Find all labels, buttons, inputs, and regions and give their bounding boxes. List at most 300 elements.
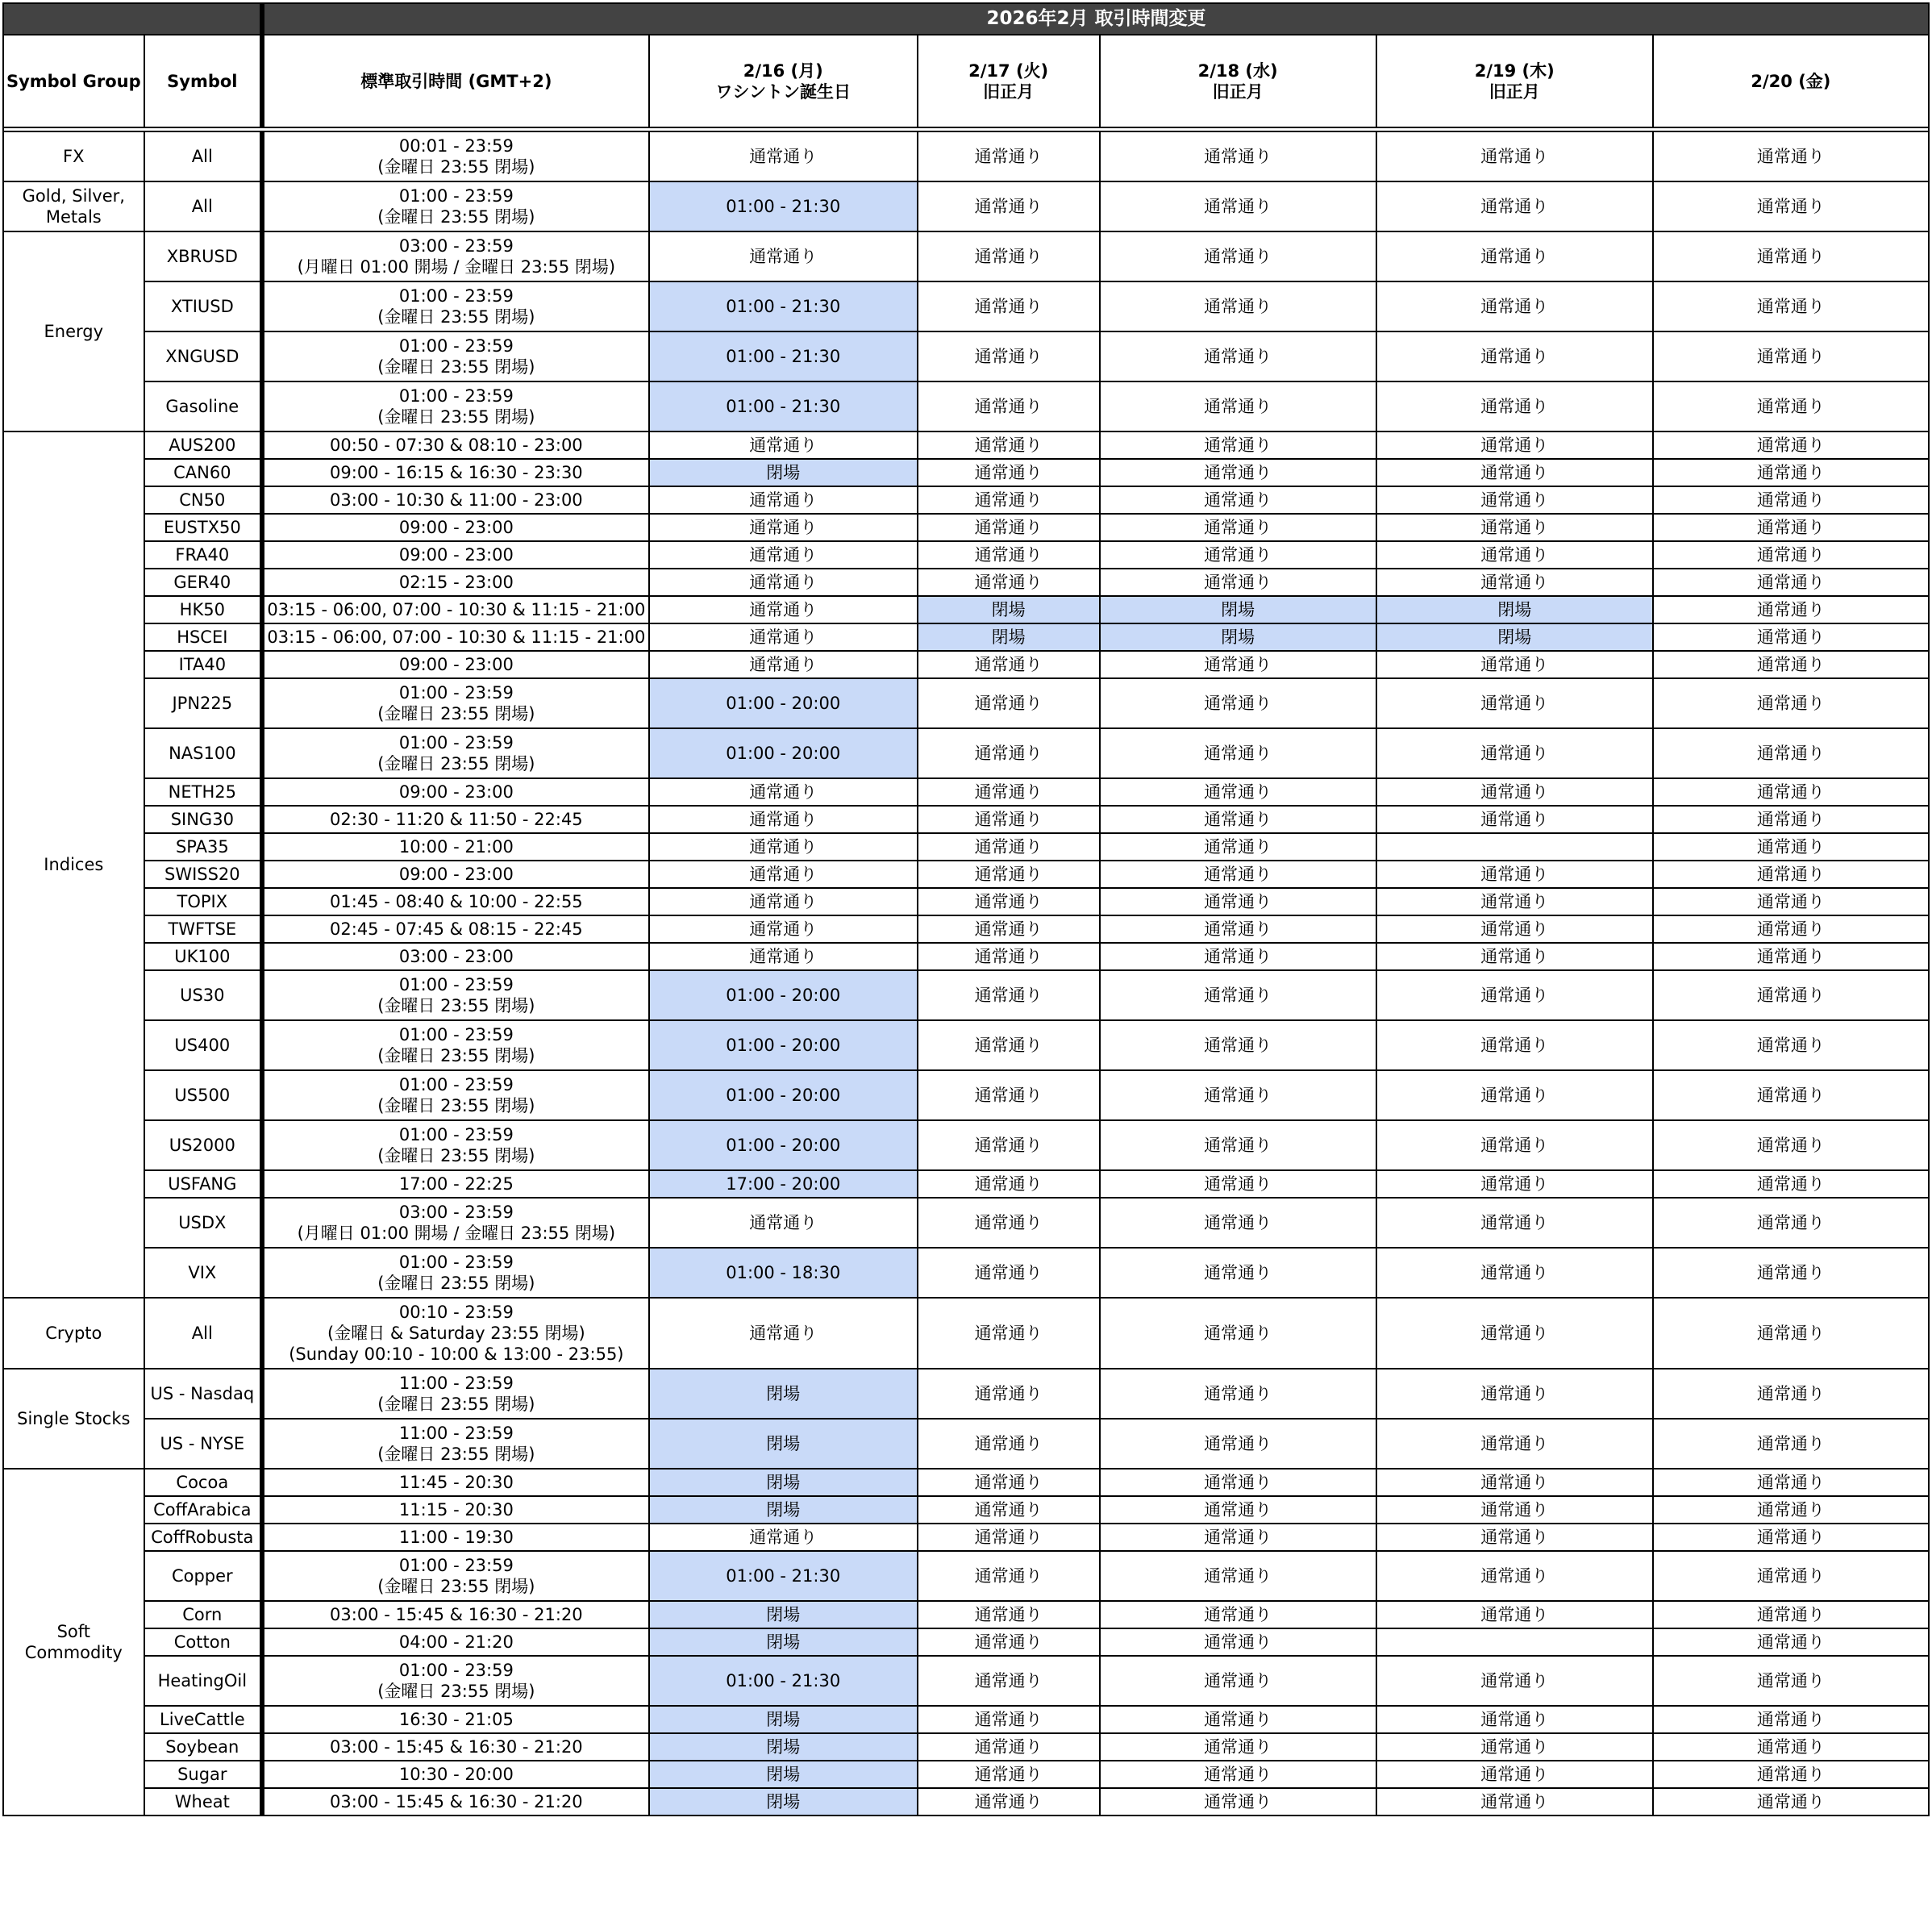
day-status-cell: 通常通り (649, 623, 918, 651)
day-status-cell: 通常通り (1376, 331, 1653, 381)
standard-hours-line: (金曜日 23:55 閉場) (377, 207, 535, 227)
day-status-cell: 通常通り (1100, 1524, 1376, 1551)
day-status-cell: 通常通り (649, 131, 918, 181)
table-row (3, 331, 1929, 381)
standard-hours-line: 17:00 - 22:25 (398, 1174, 514, 1194)
standard-hours-line: 01:00 - 23:59 (398, 683, 514, 702)
day-status-cell: 通常通り (1100, 1070, 1376, 1120)
day-status-cell: 通常通り (1653, 1170, 1929, 1198)
day-status-cell: 通常通り (1653, 1369, 1929, 1419)
day-status-cell: 通常通り (1376, 1469, 1653, 1496)
standard-hours-line: 01:00 - 23:59 (398, 186, 514, 206)
table-row (3, 431, 1929, 459)
day-status-cell: 通常通り (1376, 1170, 1653, 1198)
symbol-cell: UK100 (144, 943, 262, 970)
header-symbol: Symbol (144, 35, 262, 127)
header-day (649, 35, 918, 127)
standard-hours-cell (262, 569, 649, 596)
day-status-cell: 通常通り (918, 651, 1100, 678)
day-status-cell: 閉場 (649, 1419, 918, 1469)
standard-hours-cell (262, 1706, 649, 1733)
standard-hours-line: 01:00 - 23:59 (398, 1025, 514, 1044)
standard-hours-cell (262, 1248, 649, 1298)
standard-hours-line: 11:00 - 23:59 (398, 1424, 514, 1443)
day-status-cell: 通常通り (1653, 1070, 1929, 1120)
day-status-cell: 通常通り (1100, 1369, 1376, 1419)
day-status-cell: 通常通り (1376, 131, 1653, 181)
symbol-cell: TWFTSE (144, 915, 262, 943)
day-status-cell: 通常通り (1376, 1298, 1653, 1369)
table-row (3, 541, 1929, 569)
standard-hours-cell (262, 623, 649, 651)
standard-hours-line: 03:00 - 23:59 (398, 1203, 514, 1222)
header-day (1653, 35, 1929, 127)
table-row (3, 1170, 1929, 1198)
standard-hours-cell (262, 1601, 649, 1628)
standard-hours-line: (金曜日 23:55 閉場) (377, 1274, 535, 1293)
day-status-cell: 通常通り (918, 231, 1100, 281)
standard-hours-line: (金曜日 & Saturday 23:55 閉場) (327, 1324, 585, 1343)
day-status-cell: 通常通り (649, 915, 918, 943)
day-status-cell: 通常通り (1376, 888, 1653, 915)
symbol-cell: Corn (144, 1601, 262, 1628)
day-status-cell (1376, 1628, 1653, 1656)
standard-hours-line: 03:00 - 23:00 (398, 947, 514, 966)
day-status-cell: 閉場 (649, 1469, 918, 1496)
day-status-cell: 通常通り (1653, 1496, 1929, 1524)
standard-hours-line: 03:00 - 15:45 & 16:30 - 21:20 (330, 1605, 583, 1624)
day-status-cell: 通常通り (1100, 569, 1376, 596)
day-status-cell: 閉場 (918, 596, 1100, 623)
symbol-cell: HSCEI (144, 623, 262, 651)
day-status-cell: 通常通り (1653, 943, 1929, 970)
day-status-cell: 通常通り (918, 1551, 1100, 1601)
table-row (3, 231, 1929, 281)
standard-hours-line: (金曜日 23:55 閉場) (377, 1046, 535, 1065)
header-day-date: 2/17 (火) (968, 60, 1049, 81)
table-row (3, 381, 1929, 431)
symbol-cell: SING30 (144, 806, 262, 833)
standard-hours-cell (262, 1070, 649, 1120)
day-status-cell: 通常通り (1653, 970, 1929, 1020)
standard-hours-line: (金曜日 23:55 閉場) (377, 1394, 535, 1414)
day-status-cell: 通常通り (1653, 381, 1929, 431)
day-status-cell: 通常通り (1653, 1788, 1929, 1816)
day-status-cell: 通常通り (1653, 806, 1929, 833)
standard-hours-cell (262, 1788, 649, 1816)
day-status-cell: 通常通り (1653, 651, 1929, 678)
standard-hours-line: 01:00 - 23:59 (398, 336, 514, 356)
standard-hours-line: 09:00 - 16:15 & 16:30 - 23:30 (330, 463, 583, 482)
symbol-cell: USFANG (144, 1170, 262, 1198)
standard-hours-cell (262, 486, 649, 514)
day-status-cell: 通常通り (1100, 181, 1376, 231)
day-status-cell: 通常通り (1653, 1761, 1929, 1788)
symbol-group-cell: FX (3, 131, 144, 181)
standard-hours-cell (262, 1298, 649, 1369)
day-status-cell: 通常通り (1376, 1551, 1653, 1601)
standard-hours-cell (262, 806, 649, 833)
table-row (3, 1524, 1929, 1551)
day-status-cell: 通常通り (1376, 678, 1653, 728)
symbol-cell: USDX (144, 1198, 262, 1248)
day-status-cell: 01:00 - 21:30 (649, 381, 918, 431)
header-day-date: 2/18 (水) (1197, 60, 1278, 81)
day-status-cell: 通常通り (918, 281, 1100, 331)
symbol-cell: Wheat (144, 1788, 262, 1816)
table-row (3, 1601, 1929, 1628)
standard-hours-line: (金曜日 23:55 閉場) (377, 357, 535, 377)
day-status-cell: 通常通り (1100, 431, 1376, 459)
standard-hours-cell (262, 861, 649, 888)
table-row (3, 915, 1929, 943)
symbol-cell: HK50 (144, 596, 262, 623)
day-status-cell: 通常通り (1653, 1198, 1929, 1248)
symbol-cell: EUSTX50 (144, 514, 262, 541)
day-status-cell: 通常通り (1376, 943, 1653, 970)
day-status-cell: 通常通り (918, 888, 1100, 915)
day-status-cell: 通常通り (1653, 1656, 1929, 1706)
standard-hours-line: 10:30 - 20:00 (398, 1765, 514, 1784)
day-status-cell: 通常通り (918, 806, 1100, 833)
day-status-cell: 通常通り (1653, 1419, 1929, 1469)
day-status-cell: 通常通り (649, 806, 918, 833)
day-status-cell: 通常通り (1376, 861, 1653, 888)
day-status-cell: 通常通り (649, 943, 918, 970)
day-status-cell: 通常通り (1376, 970, 1653, 1020)
standard-hours-line: 02:30 - 11:20 & 11:50 - 22:45 (330, 810, 583, 829)
standard-hours-line: 09:00 - 23:00 (398, 782, 514, 802)
table-row (3, 181, 1929, 231)
day-status-cell: 通常通り (1376, 1761, 1653, 1788)
day-status-cell: 通常通り (1376, 459, 1653, 486)
standard-hours-line: 09:00 - 23:00 (398, 655, 514, 674)
day-status-cell: 通常通り (649, 231, 918, 281)
day-status-cell: 通常通り (1100, 1706, 1376, 1733)
table-row (3, 1656, 1929, 1706)
day-status-cell: 通常通り (918, 331, 1100, 381)
header-day (1100, 35, 1376, 127)
day-status-cell: 通常通り (1376, 1656, 1653, 1706)
day-status-cell: 通常通り (918, 1761, 1100, 1788)
standard-hours-cell (262, 1469, 649, 1496)
table-row (3, 970, 1929, 1020)
day-status-cell: 通常通り (1100, 1761, 1376, 1788)
standard-hours-cell (262, 778, 649, 806)
standard-hours-line: 01:00 - 23:59 (398, 733, 514, 752)
table-row (3, 1198, 1929, 1248)
standard-hours-cell (262, 131, 649, 181)
day-status-cell: 通常通り (1100, 1020, 1376, 1070)
table-row (3, 1761, 1929, 1788)
day-status-cell: 通常通り (649, 514, 918, 541)
day-status-cell: 閉場 (649, 1601, 918, 1628)
day-status-cell: 通常通り (1376, 728, 1653, 778)
day-status-cell: 通常通り (1100, 231, 1376, 281)
day-status-cell: 通常通り (1653, 1524, 1929, 1551)
header-day (1376, 35, 1653, 127)
table-row (3, 778, 1929, 806)
day-status-cell: 通常通り (1653, 431, 1929, 459)
day-status-cell: 通常通り (1376, 915, 1653, 943)
day-status-cell: 閉場 (649, 1733, 918, 1761)
day-status-cell: 通常通り (1653, 231, 1929, 281)
banner-blank-cell (3, 3, 262, 35)
day-status-cell: 通常通り (918, 970, 1100, 1020)
day-status-cell: 閉場 (1376, 623, 1653, 651)
day-status-cell: 通常通り (918, 1020, 1100, 1070)
day-status-cell: 閉場 (649, 459, 918, 486)
day-status-cell: 通常通り (1653, 861, 1929, 888)
standard-hours-line: 01:00 - 23:59 (398, 1075, 514, 1094)
table-row (3, 459, 1929, 486)
standard-hours-cell (262, 1020, 649, 1070)
standard-hours-line: 11:45 - 20:30 (398, 1473, 514, 1492)
standard-hours-line: (金曜日 23:55 閉場) (377, 704, 535, 723)
header-day-date: 2/20 (金) (1751, 71, 1831, 91)
day-status-cell: 閉場 (649, 1788, 918, 1816)
day-status-cell: 通常通り (918, 569, 1100, 596)
standard-hours-line: (金曜日 23:55 閉場) (377, 157, 535, 177)
day-status-cell: 01:00 - 21:30 (649, 331, 918, 381)
standard-hours-cell (262, 1761, 649, 1788)
table-row (3, 728, 1929, 778)
day-status-cell: 通常通り (1100, 1248, 1376, 1298)
day-status-cell: 通常通り (1376, 1419, 1653, 1469)
symbol-cell: US500 (144, 1070, 262, 1120)
table-row (3, 651, 1929, 678)
day-status-cell: 通常通り (1100, 1551, 1376, 1601)
day-status-cell: 通常通り (1100, 1628, 1376, 1656)
standard-hours-cell (262, 331, 649, 381)
day-status-cell: 通常通り (918, 541, 1100, 569)
symbol-cell: XTIUSD (144, 281, 262, 331)
standard-hours-line: 03:15 - 06:00, 07:00 - 10:30 & 11:15 - 21:00 (267, 627, 646, 647)
day-status-cell: 通常通り (918, 728, 1100, 778)
day-status-cell: 通常通り (1100, 486, 1376, 514)
day-status-cell: 閉場 (1100, 596, 1376, 623)
standard-hours-line: 01:00 - 23:59 (398, 1661, 514, 1680)
standard-hours-cell (262, 381, 649, 431)
day-status-cell: 通常通り (1653, 623, 1929, 651)
symbol-cell: Cotton (144, 1628, 262, 1656)
table-row (3, 569, 1929, 596)
day-status-cell: 通常通り (1653, 131, 1929, 181)
day-status-cell: 通常通り (1100, 514, 1376, 541)
day-status-cell: 通常通り (1376, 514, 1653, 541)
standard-hours-cell (262, 915, 649, 943)
day-status-cell: 通常通り (1100, 459, 1376, 486)
day-status-cell: 通常通り (918, 678, 1100, 728)
day-status-cell: 通常通り (1653, 514, 1929, 541)
symbol-cell: US400 (144, 1020, 262, 1070)
standard-hours-line: (金曜日 23:55 閉場) (377, 1444, 535, 1464)
standard-hours-cell (262, 281, 649, 331)
day-status-cell: 通常通り (918, 1656, 1100, 1706)
day-status-cell: 通常通り (649, 486, 918, 514)
symbol-cell: JPN225 (144, 678, 262, 728)
day-status-cell: 通常通り (1653, 569, 1929, 596)
day-status-cell: 通常通り (1653, 1298, 1929, 1369)
header-day (918, 35, 1100, 127)
day-status-cell: 通常通り (918, 1733, 1100, 1761)
standard-hours-cell (262, 678, 649, 728)
table-row (3, 1788, 1929, 1816)
symbol-cell: XNGUSD (144, 331, 262, 381)
standard-hours-line: 01:00 - 23:59 (398, 286, 514, 306)
day-status-cell: 通常通り (1376, 486, 1653, 514)
symbol-cell: CAN60 (144, 459, 262, 486)
day-status-cell: 通常通り (1376, 1369, 1653, 1419)
day-status-cell: 通常通り (649, 861, 918, 888)
day-status-cell: 通常通り (918, 1298, 1100, 1369)
table-row (3, 486, 1929, 514)
table-row (3, 943, 1929, 970)
standard-hours-line: 01:00 - 23:59 (398, 1253, 514, 1272)
symbol-cell: CN50 (144, 486, 262, 514)
standard-hours-line: (月曜日 01:00 開場 / 金曜日 23:55 閉場) (297, 1224, 616, 1243)
symbol-cell: Soybean (144, 1733, 262, 1761)
symbol-cell: US2000 (144, 1120, 262, 1170)
day-status-cell: 通常通り (649, 833, 918, 861)
standard-hours-line: 03:15 - 06:00, 07:00 - 10:30 & 11:15 - 21:00 (267, 600, 646, 619)
table-row (3, 1248, 1929, 1298)
standard-hours-line: 00:10 - 23:59 (398, 1303, 514, 1322)
day-status-cell: 通常通り (1376, 1496, 1653, 1524)
standard-hours-line: (金曜日 23:55 閉場) (377, 307, 535, 327)
day-status-cell: 01:00 - 21:30 (649, 1551, 918, 1601)
symbol-cell: VIX (144, 1248, 262, 1298)
day-status-cell: 通常通り (649, 1298, 918, 1369)
day-status-cell: 通常通り (1376, 281, 1653, 331)
day-status-cell: 通常通り (1653, 778, 1929, 806)
day-status-cell: 通常通り (1653, 486, 1929, 514)
banner-row (3, 3, 1929, 35)
standard-hours-line: 00:01 - 23:59 (398, 136, 514, 156)
day-status-cell: 通常通り (1376, 778, 1653, 806)
day-status-cell: 閉場 (649, 1706, 918, 1733)
standard-hours-line: 02:45 - 07:45 & 08:15 - 22:45 (330, 919, 583, 939)
day-status-cell: 通常通り (1653, 1469, 1929, 1496)
table-row (3, 1551, 1929, 1601)
symbol-cell: XBRUSD (144, 231, 262, 281)
day-status-cell: 通常通り (918, 459, 1100, 486)
day-status-cell: 通常通り (1376, 381, 1653, 431)
day-status-cell: 通常通り (918, 381, 1100, 431)
day-status-cell: 閉場 (1376, 596, 1653, 623)
table-row (3, 1469, 1929, 1496)
symbol-cell: Cocoa (144, 1469, 262, 1496)
day-status-cell: 通常通り (1100, 728, 1376, 778)
day-status-cell: 通常通り (1376, 1601, 1653, 1628)
standard-hours-line: (金曜日 23:55 閉場) (377, 407, 535, 427)
standard-hours-line: (金曜日 23:55 閉場) (377, 1577, 535, 1596)
day-status-cell: 通常通り (1653, 541, 1929, 569)
day-status-cell: 01:00 - 18:30 (649, 1248, 918, 1298)
day-status-cell: 通常通り (1376, 1070, 1653, 1120)
day-status-cell: 通常通り (1376, 431, 1653, 459)
symbol-group-cell: Crypto (3, 1298, 144, 1369)
day-status-cell: 通常通り (1376, 1706, 1653, 1733)
day-status-cell: 通常通り (1653, 331, 1929, 381)
standard-hours-line: 11:00 - 19:30 (398, 1528, 514, 1547)
day-status-cell: 通常通り (918, 1706, 1100, 1733)
table-row (3, 1120, 1929, 1170)
day-status-cell: 通常通り (1376, 569, 1653, 596)
day-status-cell: 通常通り (918, 1524, 1100, 1551)
day-status-cell: 通常通り (918, 1601, 1100, 1628)
day-status-cell: 通常通り (1100, 778, 1376, 806)
symbol-cell: FRA40 (144, 541, 262, 569)
day-status-cell: 通常通り (1653, 1706, 1929, 1733)
day-status-cell: 通常通り (649, 596, 918, 623)
day-status-cell: 通常通り (1100, 1419, 1376, 1469)
day-status-cell: 通常通り (649, 651, 918, 678)
day-status-cell: 通常通り (649, 569, 918, 596)
standard-hours-line: 09:00 - 23:00 (398, 518, 514, 537)
day-status-cell: 通常通り (918, 486, 1100, 514)
symbol-cell: Gasoline (144, 381, 262, 431)
standard-hours-line: 11:15 - 20:30 (398, 1500, 514, 1520)
day-status-cell: 通常通り (918, 1369, 1100, 1419)
day-status-cell: 01:00 - 20:00 (649, 1020, 918, 1070)
day-status-cell: 通常通り (1100, 1198, 1376, 1248)
day-status-cell: 通常通り (1100, 833, 1376, 861)
symbol-cell: TOPIX (144, 888, 262, 915)
symbol-cell: SPA35 (144, 833, 262, 861)
table-row (3, 1020, 1929, 1070)
standard-hours-cell (262, 833, 649, 861)
day-status-cell: 通常通り (918, 1248, 1100, 1298)
day-status-cell: 通常通り (649, 888, 918, 915)
standard-hours-line: 01:00 - 23:59 (398, 1125, 514, 1144)
standard-hours-cell (262, 1656, 649, 1706)
banner-title: 2026年2月 取引時間変更 (262, 3, 1929, 35)
table-row (3, 1496, 1929, 1524)
symbol-group-cell: Gold, Silver, Metals (3, 181, 144, 231)
standard-hours-line: 11:00 - 23:59 (398, 1374, 514, 1393)
day-status-cell: 通常通り (1100, 806, 1376, 833)
day-status-cell: 閉場 (649, 1628, 918, 1656)
day-status-cell: 通常通り (1100, 915, 1376, 943)
standard-hours-line: 03:00 - 15:45 & 16:30 - 21:20 (330, 1792, 583, 1811)
standard-hours-line: (金曜日 23:55 閉場) (377, 1146, 535, 1165)
day-status-cell: 通常通り (1653, 1551, 1929, 1601)
day-status-cell: 通常通り (918, 514, 1100, 541)
day-status-cell: 通常通り (1100, 1788, 1376, 1816)
day-status-cell: 通常通り (1653, 1628, 1929, 1656)
table-row (3, 806, 1929, 833)
day-status-cell: 通常通り (1376, 651, 1653, 678)
header-day-note: 旧正月 (1489, 81, 1540, 102)
symbol-cell: Copper (144, 1551, 262, 1601)
day-status-cell: 通常通り (1653, 281, 1929, 331)
day-status-cell: 通常通り (1376, 181, 1653, 231)
symbol-cell: ITA40 (144, 651, 262, 678)
symbol-group-cell: Soft Commodity (3, 1469, 144, 1816)
standard-hours-cell (262, 1628, 649, 1656)
standard-hours-cell (262, 1170, 649, 1198)
symbol-cell: Sugar (144, 1761, 262, 1788)
day-status-cell: 通常通り (1100, 970, 1376, 1020)
day-status-cell: 通常通り (918, 1170, 1100, 1198)
day-status-cell: 17:00 - 20:00 (649, 1170, 918, 1198)
day-status-cell: 通常通り (918, 1788, 1100, 1816)
table-row (3, 1070, 1929, 1120)
symbol-cell: HeatingOil (144, 1656, 262, 1706)
day-status-cell: 通常通り (1100, 331, 1376, 381)
day-status-cell: 閉場 (649, 1369, 918, 1419)
